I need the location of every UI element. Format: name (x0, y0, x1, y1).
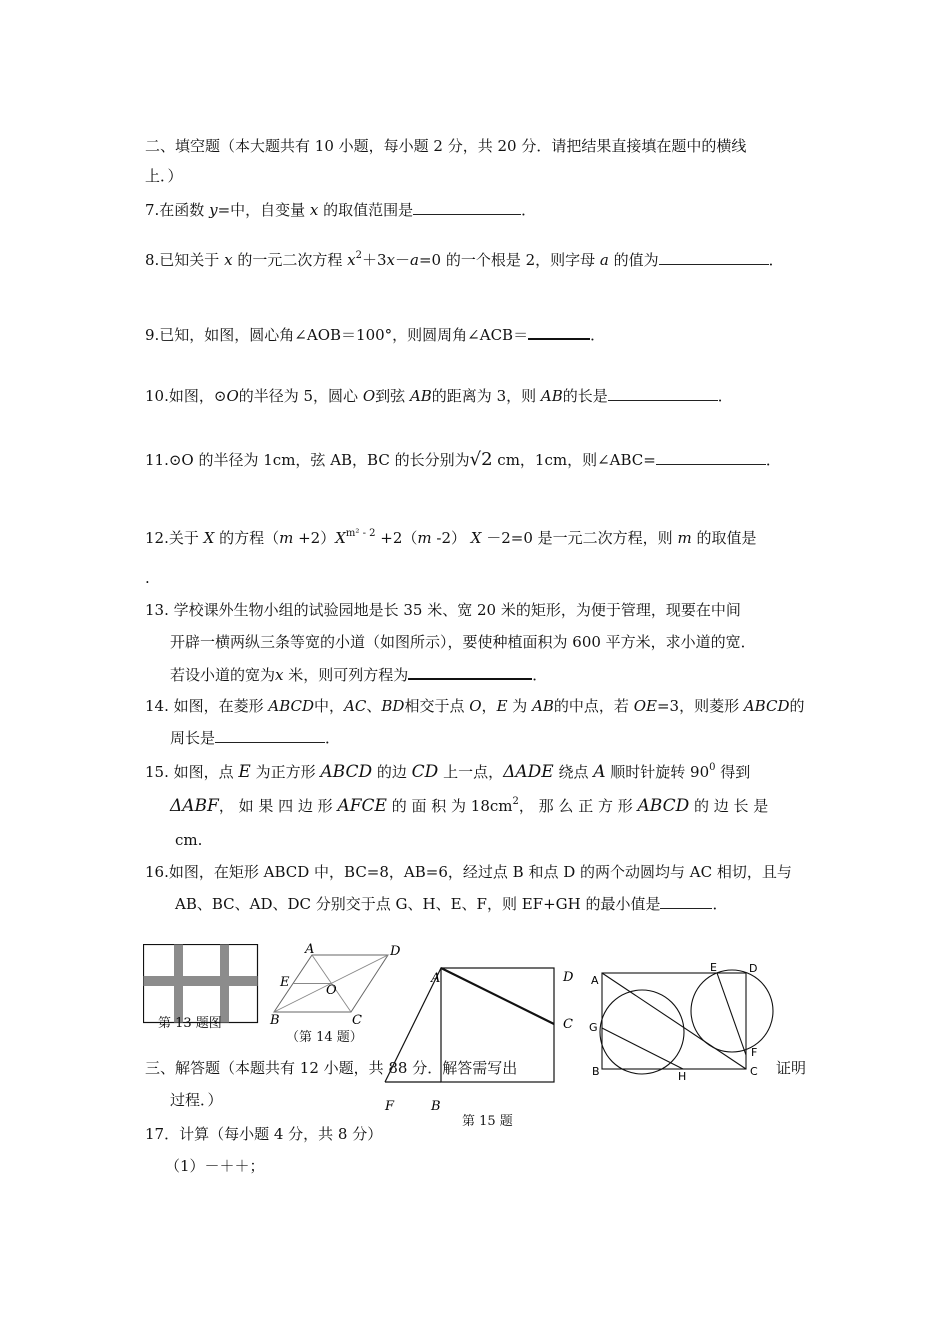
label-B: B (431, 1099, 441, 1114)
question-15: 15. 如图，点 E 为正方形 ABCD 的边 CD 上一点，ΔADE 绕点 A 顺时针旋转 $90^0$ 得到 (145, 762, 751, 782)
label-D: D (749, 962, 758, 975)
label-E: E (280, 975, 290, 990)
figure-14-caption: （第 14 题） (286, 1030, 363, 1045)
label-A: A (431, 971, 441, 986)
question-13-line2: 开辟一横两纵三条等宽的小道（如图所示），要使种植面积为 600 平方米，求小道的宽． (170, 633, 756, 651)
question-17-part1: （1）－＋＋； (165, 1157, 265, 1175)
question-16-line2: AB、BC、AD、DC 分别交于点 G、H、E、F，则 EF+GH 的最小值是 ． (175, 895, 728, 913)
question-13: 13. 学校课外生物小组的试验园地是长 35 米、宽 20 米的矩形，为便于管理，现要在中间 (145, 601, 741, 619)
answer-blank[interactable] (660, 894, 712, 909)
question-15-line3: cm. (175, 831, 203, 849)
label-A: A (305, 942, 315, 957)
question-13-line3: 若设小道的宽为x 米，则可列方程为 ． (170, 666, 548, 684)
section2-heading-cont: 上．） (145, 167, 183, 185)
label-F: F (385, 1099, 395, 1114)
label-E: E (710, 961, 717, 974)
label-C: C (352, 1013, 362, 1024)
label-B: B (592, 1065, 600, 1078)
question-9: 9.已知，如图，圆心角∠AOB＝100°，则圆周角∠ACB＝ ． (145, 326, 606, 344)
figure-16-rectangle-circles (586, 958, 786, 1086)
answer-blank[interactable] (413, 200, 521, 215)
question-8: 8.已知关于 x 的一元二次方程 $x^2+3x-a=0$ 的一个根是 2，则字母 a 的值为 ． (145, 250, 784, 269)
question-12-dot: . (145, 569, 150, 587)
section3-heading-end: 证明 (776, 1059, 807, 1077)
question-11: 11.⊙O 的半径为 1cm，弦 AB，BC 的长分别为√2 cm，1cm，则∠ABC= ． (145, 449, 781, 470)
label-C: C (563, 1017, 573, 1032)
question-16: 16.如图，在矩形 ABCD 中，BC=8，AB=6，经过点 B 和点 D 的两个动圆均与 AC 相切，且与 (145, 863, 792, 881)
question-14-line2: 周长是 ． (170, 729, 341, 747)
question-12: 12.关于 X 的方程$(m +2)X^{m^2 - 2} +2(m$ -2） X －2=0 是一元二次方程，则 m 的取值是 (145, 528, 757, 547)
label-F: F (751, 1046, 758, 1059)
figure-13-caption: 第 13 题图 (158, 1016, 222, 1031)
answer-blank[interactable] (408, 664, 532, 680)
figure-15-caption: 第 15 题 (462, 1114, 513, 1129)
question-10: 10.如图，⊙O的半径为 5，圆心 O到弦 AB的距离为 3，则 AB的长是 ． (145, 387, 733, 405)
label-B: B (270, 1013, 280, 1024)
label-D: D (390, 944, 401, 959)
section2-heading: 二、填空题（本大题共有 10 小题，每小题 2 分，共 20 分．请把结果直接填在题中的横线 (145, 137, 747, 155)
label-D: D (563, 970, 574, 985)
label-A: A (591, 974, 599, 987)
section3-heading: 三、解答题（本题共有 12 小题，共 88 分．解答需写出 (145, 1059, 518, 1077)
answer-blank[interactable] (659, 250, 769, 265)
question-7: 7.在函数 y=中，自变量 x 的取值范围是 ． (145, 201, 537, 219)
answer-blank[interactable] (215, 728, 325, 743)
sqrt-2: √2 (469, 449, 493, 470)
question-15-line2: ΔABF， 如 果 四 边 形 AFCE 的 面 积 为 $18cm^2$， 那 么 正 方 形 ABCD 的 边 长 是 (170, 796, 769, 816)
label-C: C (750, 1065, 758, 1078)
question-17: 17．计算（每小题 4 分，共 8 分） (145, 1125, 383, 1143)
figure-15-square (380, 960, 580, 1116)
answer-blank[interactable] (608, 386, 718, 401)
label-H: H (678, 1070, 687, 1083)
question-14: 14. 如图，在菱形 ABCD中，AC、BD相交于点 O，E 为 AB的中点，若 OE=3，则菱形 ABCD的 (145, 697, 805, 715)
label-G: G (589, 1021, 598, 1034)
answer-blank[interactable] (656, 450, 766, 465)
label-O: O (326, 983, 337, 998)
section3-heading-cont: 过程．） (170, 1091, 223, 1109)
answer-blank[interactable] (528, 324, 590, 340)
